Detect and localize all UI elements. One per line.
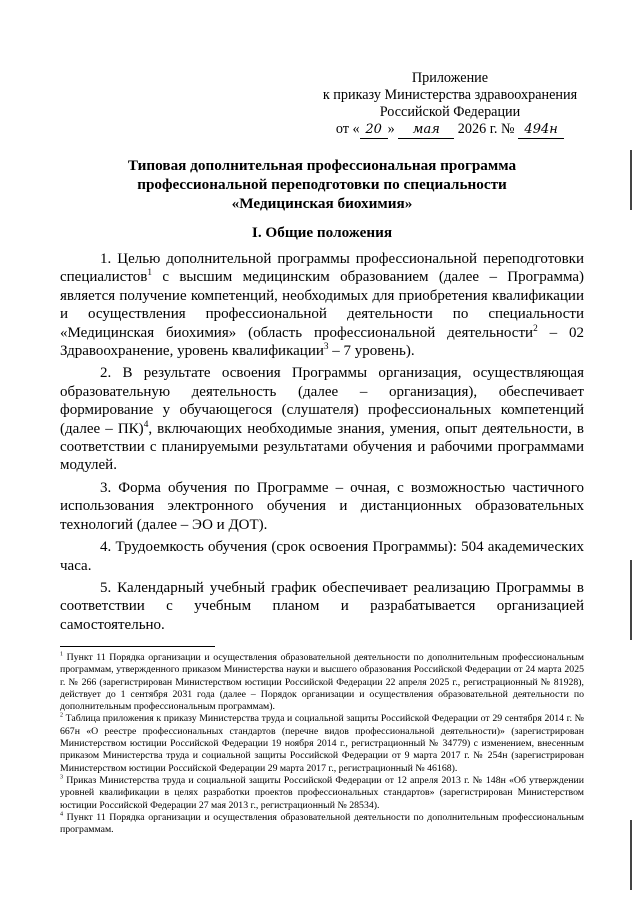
title-line-3: «Медицинская биохимия» [231, 195, 413, 212]
p2-text-b: , включающих необходимые знания, умения, опыт деятельности, в соответствии с планируемыми результатами обучения и рабочими программами модулей. [60, 420, 584, 474]
appendix-date-line [300, 121, 600, 139]
paragraph-2 [60, 364, 584, 474]
scan-edge-mark [630, 560, 632, 640]
p1-text-d: – 7 уровень). [328, 343, 415, 360]
appendix-ministry-line: Российской Федерации [379, 104, 521, 120]
p2-text-a: 2. В результате освоения Программы организация, осуществляющая образовательную деятельность (далее – организация), обеспечивает формирование у обучающегося (слушателя) профессиональных компетенций (далее – ПК) [60, 365, 584, 437]
footnote-2 [60, 713, 584, 774]
title-line-1: Типовая дополнительная профессиональная программа [127, 157, 517, 174]
date-year: 2026 г. № [457, 121, 515, 137]
order-number-handwritten: 494н [518, 121, 564, 139]
footnote-1-text: Пункт 11 Порядка организации и осуществления образовательной деятельности по дополнительным профессиональным программам, утвержденного приказом Министерства науки и высшего образования Российской Федерации от 24 марта 2025 г. № 266 (зарегистрирован Министерством юстиции Российской Федерации 22 апреля 2025 г., регистрационный № 81928), действует до 1 сентября 2031 года (далее – Порядок организации и осуществления образовательной деятельности по дополнительным профессиональным программам). [60, 652, 584, 713]
footnote-4-mark: 4 [60, 811, 64, 818]
footnote-1 [60, 652, 584, 713]
appendix-order-line: к приказу Министерства здравоохранения [322, 87, 578, 103]
footnote-ref-2: 2 [533, 323, 538, 334]
footnote-3-mark: 3 [60, 774, 64, 781]
footnote-2-text: Таблица приложения к приказу Министерства труда и социальной защиты Российской Федерации от 29 сентября 2014 г. № 667н «О реестре профессиональных стандартов (перечне видов профессиональной деятельности)» (зарегистрирован Министерством юстиции Российской Федерации 19 ноября 2014 г., регистрационный № 34779) с изменением, внесенным приказом Министерства труда и социальной защиты Российской Федерации от 9 марта 2017 г. № 254н (зарегистрирован Министерством юстиции Российской Федерации 29 марта 2017 г., регистрационный № 46168). [60, 713, 584, 774]
footnotes [60, 652, 584, 836]
footnote-divider [60, 646, 215, 647]
date-from: от « [335, 121, 360, 137]
scan-edge-mark [630, 150, 632, 210]
p1-text-a: 1. Целью дополнительной программы профессиональной переподготовки специалистов [60, 251, 584, 286]
scan-edge-mark [630, 820, 632, 890]
footnote-2-mark: 2 [60, 713, 64, 720]
footnote-1-mark: 1 [60, 651, 64, 658]
footnote-3 [60, 775, 584, 812]
appendix-label: Приложение [411, 70, 489, 86]
document-title [60, 156, 584, 213]
paragraph-1 [60, 250, 584, 360]
footnote-4-text: Пункт 11 Порядка организации и осуществления образовательной деятельности по дополнительным профессиональным программам. [60, 811, 584, 836]
date-quote-close: » [387, 121, 395, 137]
title-line-2: профессиональной переподготовки по специальности [137, 176, 507, 193]
date-month-handwritten: мая [398, 121, 454, 139]
footnote-ref-3: 3 [323, 342, 329, 353]
section-heading: I. Общие положения [251, 224, 393, 241]
footnote-3-text: Приказ Министерства труда и социальной защиты Российской Федерации от 12 апреля 2013 г. № 148н «Об утверждении уровней квалификации в целях разработки проектов профессиональных стандартов» (зарегистрирован Министерством юстиции Российской Федерации 27 мая 2013 г., регистрационный № 28534). [60, 774, 584, 811]
paragraph-4: 4. Трудоемкость обучения (срок освоения Программы): 504 академических часа. [60, 539, 584, 574]
footnote-4 [60, 812, 584, 837]
appendix-header [300, 70, 600, 139]
paragraph-3: 3. Форма обучения по Программе – очная, с возможностью частичного использования электронного обучения и дистанционных образовательных технологий (далее – ЭО и ДОТ). [60, 479, 584, 533]
p1-text-b: с высшим медицинским образованием (далее – Программа) является получение компетенций, необходимых для приобретения квалификации и осуществления профессиональной деятельности по специальности «Медицинская биохимия» (область профессиональной деятельности [60, 269, 584, 341]
footnote-ref-4: 4 [143, 419, 149, 430]
document-body [60, 250, 584, 638]
p1-text-c: – 02 Здравоохранение, уровень квалификации [60, 324, 584, 360]
paragraph-5: 5. Календарный учебный график обеспечивает реализацию Программы в соответствии с учебным планом и разрабатывается организацией самостоятельно. [60, 579, 584, 633]
date-day-handwritten: 20 [360, 121, 388, 139]
footnote-ref-1: 1 [147, 268, 152, 279]
